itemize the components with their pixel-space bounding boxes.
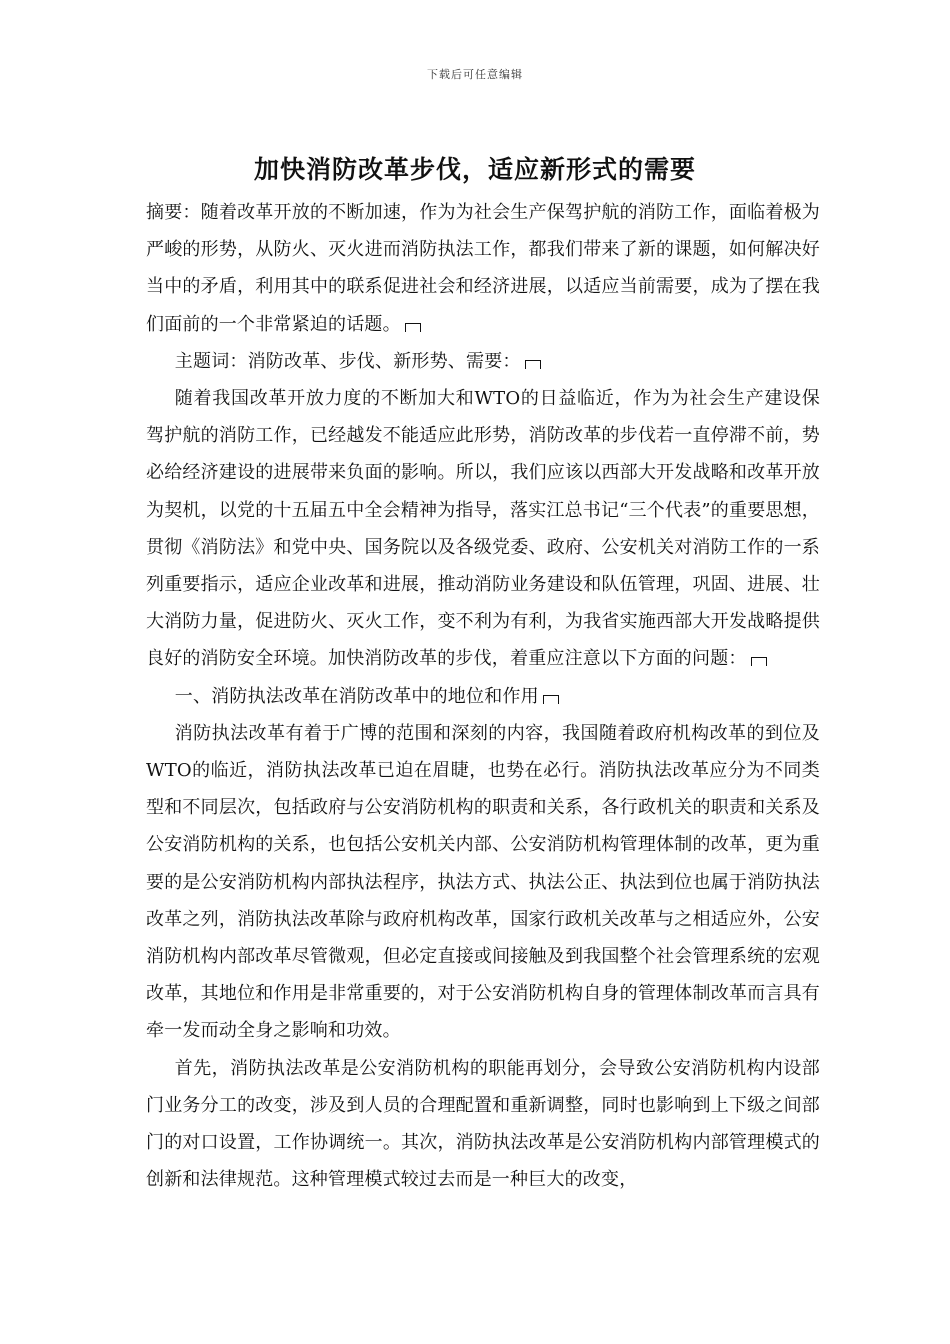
paragraph-mark-icon: [751, 657, 767, 666]
section-heading-text: 一、消防执法改革在消防改革中的地位和作用: [174, 685, 539, 707]
paragraph-mark-icon: [405, 323, 421, 332]
document-body: [146, 194, 820, 1198]
intro-paragraph: [146, 380, 820, 678]
document-title: 加快消防改革步伐，适应新形式的需要: [253, 155, 696, 184]
body-paragraph: [146, 1050, 820, 1199]
abstract-text: 摘要：随着改革开放的不断加速，作为为社会生产保驾护航的消防工作，面临着极为严峻的形势，从防火、灭火进而消防执法工作，都我们带来了新的课题，如何解决好当中的矛盾，利用其中的联系促进社会和经济进展，以适应当前需要，成为了摆在我们面前的一个非常紧迫的话题。: [146, 202, 820, 335]
header-note: 下载后可任意编辑: [427, 68, 523, 81]
paragraph-mark-icon: [525, 360, 541, 369]
intro-text: 随着我国改革开放力度的不断加大和WTO的日益临近，作为为社会生产建设保驾护航的消防工作，已经越发不能适应此形势，消防改革的步伐若一直停滞不前，势必给经济建设的进展带来负面的影响。所以，我们应该以西部大开发战略和改革开放为契机，以党的十五届五中全会精神为指导，落实江总书记“三个代表”的重要思想，贯彻《消防法》和党中央、国务院以及各级党委、政府、公安机关对消防工作的一系列重要指示，适应企业改革和进展，推动消防业务建设和队伍管理，巩固、进展、壮大消防力量，促进防火、灭火工作，变不利为有利，为我省实施西部大开发战略提供良好的消防安全环境。加快消防改革的步伐，着重应注意以下方面的问题：: [146, 388, 821, 670]
body-paragraph-text: 消防执法改革有着于广博的范围和深刻的内容，我国随着政府机构改革的到位及WTO的临近，消防执法改革已迫在眉睫，也势在必行。消防执法改革应分为不同类型和不同层次，包括政府与公安消防机构的职责和关系，各行政机关的职责和关系及公安消防机构的关系，也包括公安机关内部、公安消防机构管理体制的改革，更为重要的是公安消防机构内部执法程序，执法方式、执法公正、执法到位也属于消防执法改革之列，消防执法改革除与政府机构改革，国家行政机关改革与之相适应外，公安消防机构内部改革尽管微观，但必定直接或间接触及到我国整个社会管理系统的宏观改革，其地位和作用是非常重要的，对于公安消防机构自身的管理体制改革而言具有牵一发而动全身之影响和功效。: [146, 722, 820, 1042]
body-paragraph: [146, 715, 820, 1050]
section-heading: [146, 678, 820, 715]
paragraph-mark-icon: [543, 695, 559, 704]
keywords-paragraph: [146, 343, 820, 380]
abstract-paragraph: [146, 194, 820, 343]
body-paragraph-text: 首先，消防执法改革是公安消防机构的职能再划分，会导致公安消防机构内设部门业务分工的改变，涉及到人员的合理配置和重新调整，同时也影响到上下级之间部门的对口设置，工作协调统一。其次，消防执法改革是公安消防机构内部管理模式的创新和法律规范。这种管理模式较过去而是一种巨大的改变，: [146, 1057, 820, 1191]
keywords-text: 主题词：消防改革、步伐、新形势、需要：: [174, 350, 521, 372]
